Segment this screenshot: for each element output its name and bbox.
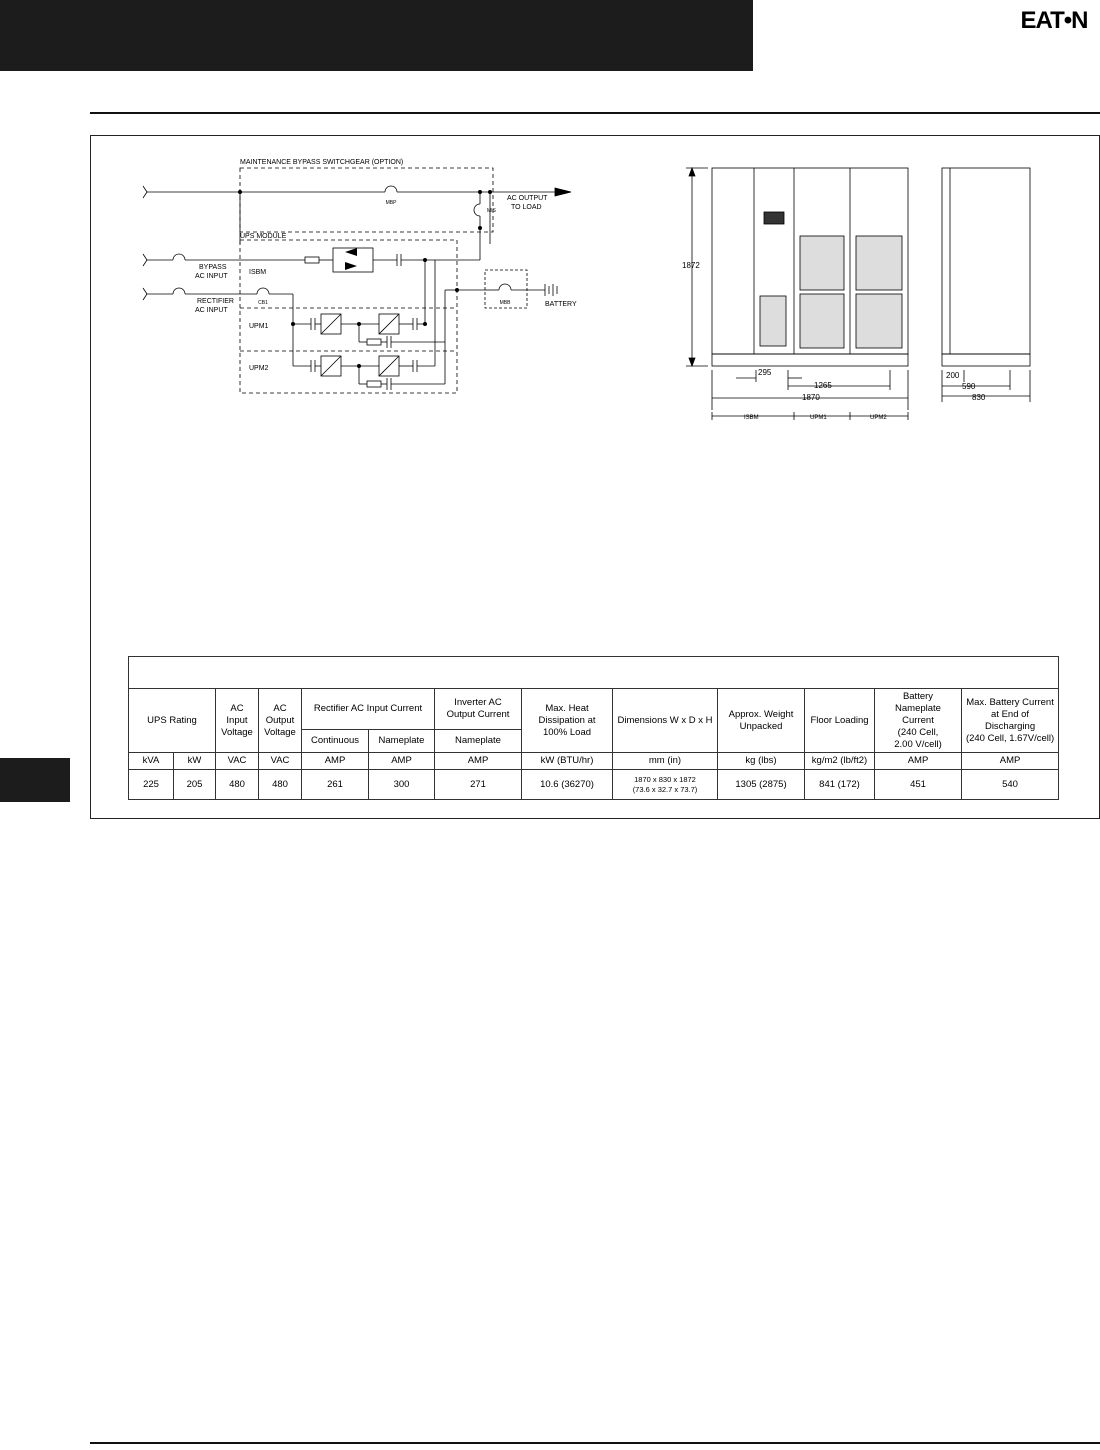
cb1-label: CB1	[258, 300, 268, 306]
battery-label: BATTERY	[545, 301, 577, 308]
output-arrow	[555, 188, 571, 196]
mbs-box	[240, 168, 493, 232]
table-title-row	[129, 657, 1059, 689]
side-base	[942, 354, 1030, 366]
dim-295: 295	[758, 368, 772, 377]
table-cell: 540	[962, 770, 1059, 800]
table-row	[129, 770, 1059, 800]
table-cell: 10.6 (36270)	[522, 770, 613, 800]
h-batt-max: Max. Battery Current at End of Discharging (240 Cell, 1.67V/cell)	[962, 689, 1059, 753]
sec-upm2: UPM2	[870, 415, 887, 421]
mis-label: MIS	[487, 208, 496, 214]
fuse	[305, 257, 319, 263]
table-cell: 480	[259, 770, 302, 800]
table-cell: 841 (172)	[805, 770, 875, 800]
bottom-rule	[90, 1442, 1100, 1444]
table-cell: AMP	[302, 753, 369, 770]
side-tab	[0, 758, 70, 802]
table-cell: AMP	[369, 753, 435, 770]
rectifier-label-1: RECTIFIER	[197, 298, 234, 305]
table-cell: 451	[875, 770, 962, 800]
eaton-logo	[1012, 6, 1096, 34]
top-rule	[90, 112, 1100, 114]
vent-upm2-bottom	[856, 294, 902, 348]
dim-1870: 1870	[802, 393, 820, 402]
table-cell: VAC	[216, 753, 259, 770]
bypass-label-1: BYPASS	[199, 264, 227, 271]
ac-output-1: AC OUTPUT	[507, 195, 548, 202]
rectifier-label-2: AC INPUT	[195, 307, 228, 314]
h-inv-nameplate: Nameplate	[435, 729, 522, 753]
h-ac-input: AC Input Voltage	[216, 689, 259, 753]
sec-upm1: UPM1	[810, 415, 827, 421]
header-bar	[0, 0, 753, 71]
table-cell: AMP	[962, 753, 1059, 770]
ac-output-2: TO LOAD	[511, 204, 542, 211]
ups-spec-table	[128, 656, 1059, 800]
dim-200: 200	[946, 371, 960, 380]
ups-module-label: UPS MODULE	[240, 233, 287, 240]
table-cell: kg (lbs)	[718, 753, 805, 770]
h-weight: Approx. Weight Unpacked	[718, 689, 805, 753]
h-rect-current: Rectifier AC Input Current	[302, 689, 435, 730]
mis-breaker	[474, 204, 480, 216]
table-cell: AMP	[435, 753, 522, 770]
table-units-row	[129, 753, 1059, 770]
upm2-label: UPM2	[249, 365, 269, 372]
h-ups-rating: UPS Rating	[129, 689, 216, 753]
display-panel	[764, 212, 784, 224]
h-dims: Dimensions W x D x H	[613, 689, 718, 753]
h-ac-output: AC Output Voltage	[259, 689, 302, 753]
front-base	[712, 354, 908, 366]
table-header-row	[129, 689, 1059, 730]
table-cell: kVA	[129, 753, 174, 770]
cabinet-elevation	[680, 160, 1040, 425]
input-arrow-top	[143, 186, 147, 198]
table-cell: 1305 (2875)	[718, 770, 805, 800]
height-dim: 1872	[682, 261, 700, 270]
mbs-title: MAINTENANCE BYPASS SWITCHGEAR (OPTION)	[240, 159, 404, 166]
table-cell: kW (BTU/hr)	[522, 753, 613, 770]
vent-isbm	[760, 296, 786, 346]
vent-upm1-top	[800, 236, 844, 290]
logo-text: EAT•N	[1020, 7, 1088, 34]
dim-1265: 1265	[814, 381, 832, 390]
table-cell: 225	[129, 770, 174, 800]
table-cell: VAC	[259, 753, 302, 770]
table-cell: 480	[216, 770, 259, 800]
sec-isbm: ISBM	[744, 415, 759, 421]
one-line-diagram	[135, 148, 595, 408]
table-cell: AMP	[875, 753, 962, 770]
table-cell	[129, 657, 1059, 689]
bypass-label-2: AC INPUT	[195, 273, 228, 280]
side-cabinet	[942, 168, 1030, 354]
isbm-label: ISBM	[249, 269, 267, 276]
h-continuous: Continuous	[302, 729, 369, 753]
upm1-label: UPM1	[249, 323, 269, 330]
mbp-breaker	[385, 186, 397, 192]
dim-830: 830	[972, 393, 986, 402]
h-floor: Floor Loading	[805, 689, 875, 753]
table-cell: kW	[174, 753, 216, 770]
h-inverter: Inverter AC Output Current	[435, 689, 522, 730]
table-cell: 271	[435, 770, 522, 800]
vent-upm2-top	[856, 236, 902, 290]
table-cell: 205	[174, 770, 216, 800]
mbp-label: MBP	[385, 200, 397, 206]
h-batt-np: Battery Nameplate Current (240 Cell, 2.00 V/cell)	[875, 689, 962, 753]
table-cell: kg/m2 (lb/ft2)	[805, 753, 875, 770]
dims-cell: 1870 x 830 x 1872 (73.6 x 32.7 x 73.7)	[613, 770, 718, 800]
table-cell: 300	[369, 770, 435, 800]
table-cell: 261	[302, 770, 369, 800]
table-cell: mm (in)	[613, 753, 718, 770]
dim-590: 590	[962, 382, 976, 391]
mbb-label: MBB	[499, 300, 511, 306]
vent-upm1-bottom	[800, 294, 844, 348]
ups-module-box	[240, 240, 457, 393]
h-heat: Max. Heat Dissipation at 100% Load	[522, 689, 613, 753]
h-nameplate: Nameplate	[369, 729, 435, 753]
